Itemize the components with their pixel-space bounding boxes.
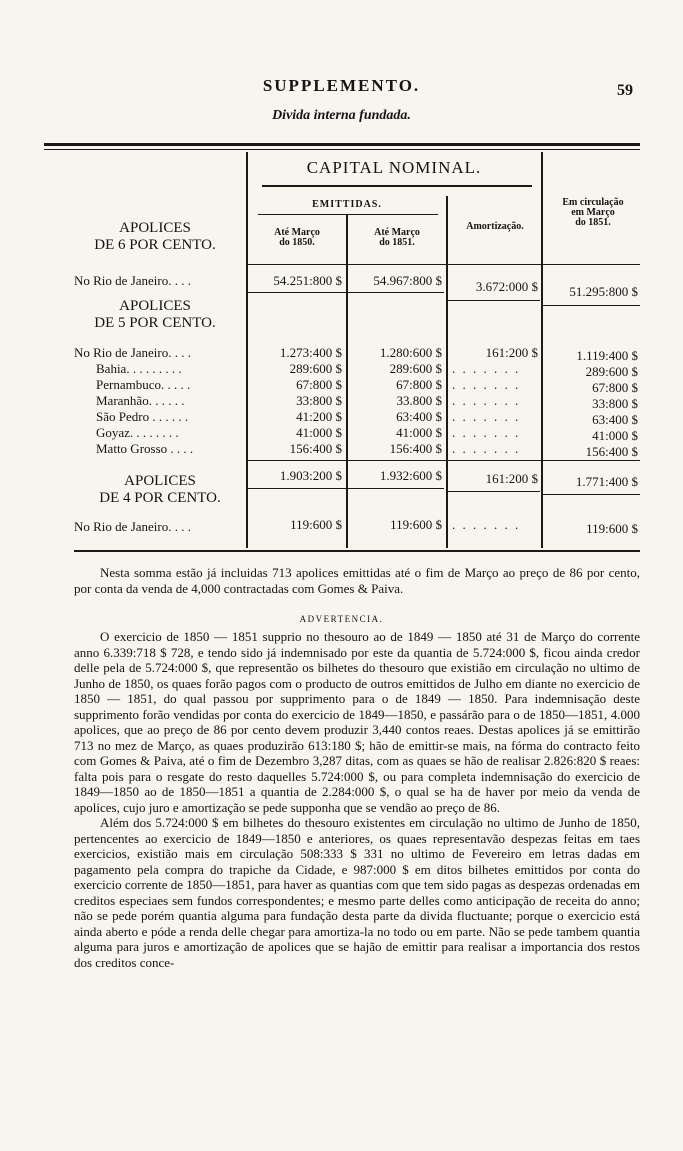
page-title: SUPPLEMENTO. (262, 76, 421, 95)
cell-1850: 41:200 $ (296, 409, 342, 424)
total-rule (543, 494, 640, 495)
cell-amortizacao: . . . . . . . (452, 377, 521, 392)
cell-1851: 54.967:800 $ (373, 273, 442, 288)
row-label: Maranhão. . . . . . (96, 393, 185, 408)
total-rule (248, 488, 444, 489)
cell-1851: 289:600 $ (389, 361, 442, 376)
cell-amortizacao: 3.672:000 $ (475, 279, 538, 294)
cell-1850: 54.251:800 $ (273, 273, 342, 288)
cell-amortizacao: . . . . . . . (452, 393, 521, 408)
cell-amortizacao: . . . . . . . (452, 425, 521, 440)
total-rule (448, 491, 540, 492)
section-heading-5pct: APOLICES DE 5 POR CENTO. (94, 298, 216, 331)
capital-nominal-heading: CAPITAL NOMINAL. (306, 158, 482, 177)
footnote-text: Nesta somma estão já incluidas 713 apolices emittidas até o fim de Março ao preço de 86 por cento, por conta da venda de 4,000 contractadas com Gomes & Paiva. (74, 565, 640, 596)
col-header-circulacao: Em circulação em Março do 1851. (562, 197, 624, 228)
cell-1850: 67:800 $ (296, 377, 342, 392)
cell-1850: 156:400 $ (289, 441, 342, 456)
total-1851: 1.932:600 $ (379, 468, 442, 483)
col-header-1850: Até Março do 1850. (274, 227, 320, 248)
cell-1851: 63:400 $ (396, 409, 442, 424)
cell-circulacao: 33:800 $ (592, 396, 638, 411)
body-text (74, 629, 640, 970)
cell-1851: 156:400 $ (389, 441, 442, 456)
cell-1850: 1.273:400 $ (279, 345, 342, 360)
emittidas-heading: EMITTIDAS. (312, 199, 382, 210)
cell-1850: 41:000 $ (296, 425, 342, 440)
col-header-1851: Até Março do 1851. (374, 227, 420, 248)
row-label: São Pedro . . . . . . (96, 409, 189, 424)
subtotal-rule (248, 460, 640, 461)
section-heading-6pct: APOLICES DE 6 POR CENTO. (94, 220, 216, 253)
row-label: Bahia. . . . . . . . . (96, 361, 182, 376)
cell-amortizacao: . . . . . . . (452, 361, 521, 376)
cell-amortizacao: . . . . . . . (452, 517, 521, 532)
emittidas-underline (258, 214, 438, 215)
cap-underline (262, 185, 532, 187)
paragraph: Além dos 5.724:000 $ em bilhetes do thesouro existentes em circulação no ultimo de Junho de 1850, pertencentes ao exercicio de 1849—1850 e anteriores, os quaes representavão despezas feitas em taes exercicios, existião mais em circulação 508:333 $ 331 no ultimo de Fevereiro em letras dadas em pagamento pela compra do trapiche da Cidade, e 987:000 $ em ditos bilhetes emittidos por conta do exercicio corrente de 1850—1851, para haver as quantias com que tem sido pagas as despezas ordenadas em creditos especiaes sem fundos correspondentes; e mesmo parte delles como anticipação de receita do anno; não se pede porém quantia alguma para fundação desta parte da divida fluctuante; porque o exercicio está ainda aberto e póde a renda delle chegar para amortiza-la no todo ou em parte. Não se pede tambem quantia alguma para juros e amortização de apolices que se hajão de emittir para realisar a importancia dos restos dos creditos conce- (74, 815, 640, 970)
cell-1850: 119:600 $ (290, 517, 342, 532)
cell-circulacao: 67:800 $ (592, 380, 638, 395)
row-rule (448, 300, 540, 301)
cell-circulacao: 119:600 $ (586, 521, 638, 536)
total-amortizacao: 161:200 $ (485, 471, 538, 486)
row-label: Matto Grosso . . . . (96, 441, 194, 456)
total-1850: 1.903:200 $ (279, 468, 342, 483)
top-rule (44, 143, 640, 146)
page-number: 59 (617, 82, 633, 99)
row-label: No Rio de Janeiro. . . . (74, 345, 191, 360)
row-label: Pernambuco. . . . . (96, 377, 191, 392)
table-bottom-rule (74, 550, 640, 552)
cell-amortizacao: . . . . . . . (452, 409, 521, 424)
cell-circulacao: 156:400 $ (585, 444, 638, 459)
cell-1851: 1.280:600 $ (379, 345, 442, 360)
footnote (74, 565, 640, 596)
page-subtitle: Divida interna fundada. (272, 108, 411, 123)
row-rule (543, 305, 640, 306)
cell-1850: 289:600 $ (289, 361, 342, 376)
cell-circulacao: 1.119:400 $ (576, 348, 638, 363)
cell-1850: 33:800 $ (296, 393, 342, 408)
row-rule (248, 292, 444, 293)
row-label: No Rio de Janeiro. . . . (74, 273, 191, 288)
cell-circulacao: 289:600 $ (585, 364, 638, 379)
total-circulacao: 1.771:400 $ (575, 474, 638, 489)
header-bottom-rule (248, 264, 640, 265)
table-divider-3 (446, 196, 448, 548)
top-rule-thin (44, 149, 640, 150)
cell-1851: 41:000 $ (396, 425, 442, 440)
advertencia-heading: ADVERTENCIA. (299, 614, 384, 624)
col-header-amortizacao: Amortização. (466, 221, 524, 232)
paragraph: O exercicio de 1850 — 1851 supprio no thesouro ao de 1849 — 1850 até 31 de Março do corrente anno 6.339:718 $ 728, e tendo sido já indemnisado por este da quantia de 5.724:000 $, ficou ainda credor delle pela de 5.724:000 $, que representão os bilhetes do thesouro que existião em circulação no ultimo de Junho de 1850, os quaes forão pagos com o producto de outros emittidos de Julho em diante no exercicio de 1850 — 1851, do qual passou por supprimento para o de 1849 — 1850. Para indemnisação deste supprimento forão vendidas por conta do exercicio de 1849—1850, e passárão para o de 1850—1851, 4.000 apolices, que ao preço de 86 por cento devem produzir 3,440 contos reaes. Destas apolices já se emittirão 713 no mez de Março, as quaes produzirão 613:180 $; hão de emittir-se mais, na fórma do contracto feito com Gomes & Paiva, até o fim de Dezembro 3,287 ditas, com as quaes se hão de realisar 2.826:820 $ reaes: falta pois para o resgate do resto daquelles 5.724:000 $, ou para completa indemnisação do exercicio de 1849—1850 ao de 1850—1851 a quantia de 2.284:000 $, o qual se ha de haver por meio da venda de apolices, cujo juro e amortização se pede supponha que se vendão ao preço de 86. (74, 629, 640, 815)
cell-circulacao: 63:400 $ (592, 412, 638, 427)
cell-1851: 33.800 $ (396, 393, 442, 408)
section-heading-4pct: APOLICES DE 4 POR CENTO. (99, 473, 221, 506)
cell-amortizacao: . . . . . . . (452, 441, 521, 456)
cell-amortizacao: 161:200 $ (485, 345, 538, 360)
cell-circulacao: 51.295:800 $ (569, 284, 638, 299)
cell-1851: 119:600 $ (390, 517, 442, 532)
row-label: Goyaz. . . . . . . . (96, 425, 179, 440)
cell-circulacao: 41:000 $ (592, 428, 638, 443)
cell-1851: 67:800 $ (396, 377, 442, 392)
row-label: No Rio de Janeiro. . . . (74, 519, 191, 534)
